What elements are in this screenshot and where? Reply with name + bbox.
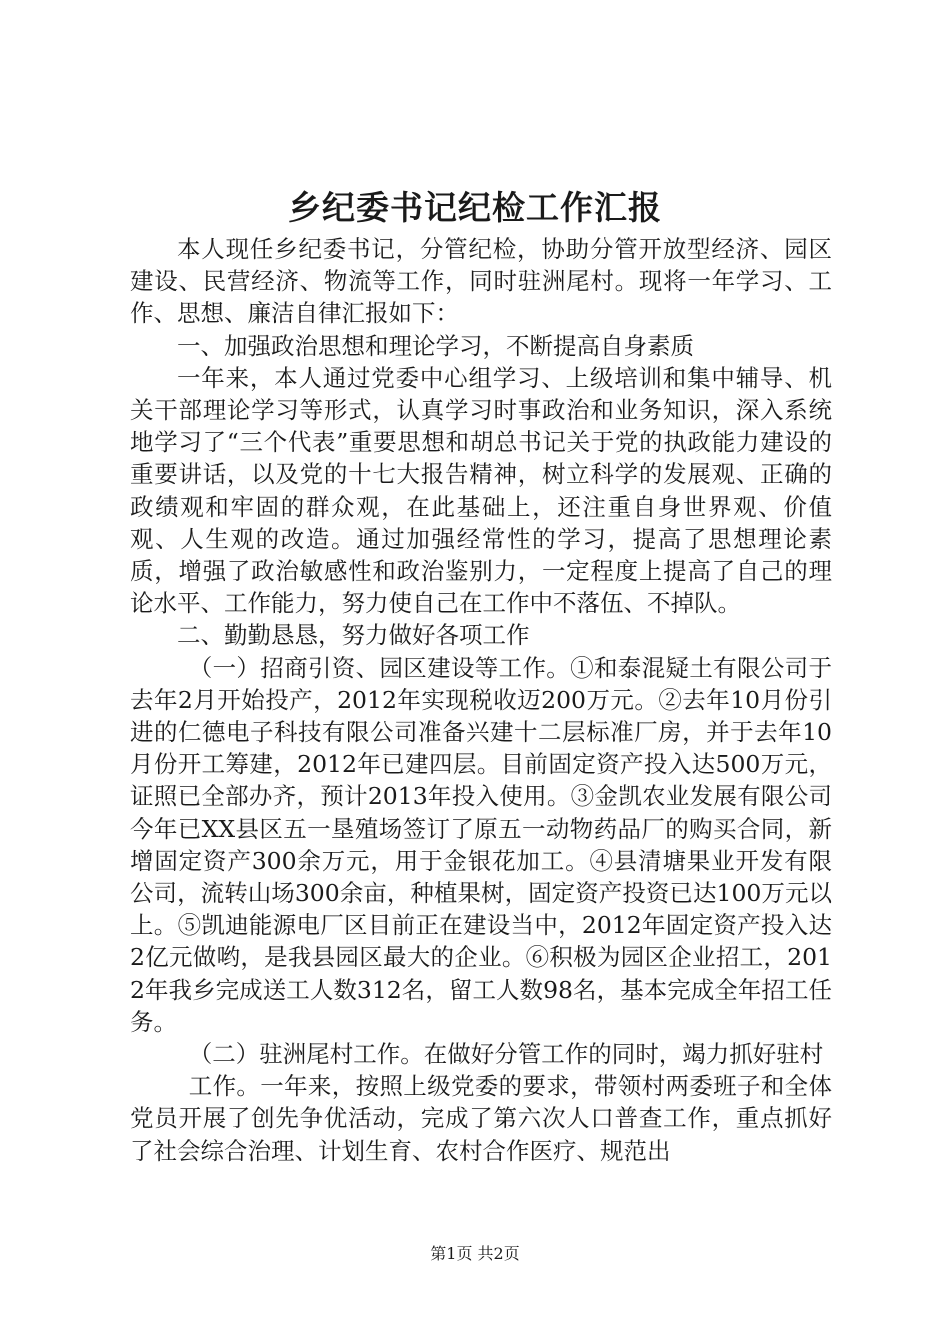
subsection-1-paragraph: （一）招商引资、园区建设等工作。①和泰混疑土有限公司于去年2月开始投产，2012年实现税收迈200万元。②去年10月份引进的仁德电子科技有限公司准备兴建十二层标准厂房，并于去年10月份开工筹建，2012年已建四层。目前固定资产投入达500万元，证照已全部办齐，预计2013年投入使用。③金凯农业发展有限公司今年已XX县区五一垦殖场签订了原五一动物药品厂的购买合同，新增固定资产300余万元，用于金银花加工。④县清塘果业开发有限公司，流转山场300余亩，种植果树，固定资产投资已达100万元以上。⑤凯迪能源电厂区目前正在建设当中，2012年固定资产投入达2亿元做哟，是我县园区最大的企业。⑥积极为园区企业招工，2012年我乡完成送工人数312名，留工人数98名，基本完成全年招工任务。 (130, 653, 832, 1036)
document-body (130, 233, 832, 1167)
subsection-2-continuation: 工作。一年来，按照上级党委的要求，带领村两委班子和全体党员开展了创先争优活动，完成了第六次人口普查工作，重点抓好了社会综合治理、计划生育、农村合作医疗、规范出 (130, 1072, 832, 1165)
page-number: 第1页 共2页 (430, 1244, 520, 1263)
section-1-paragraph: 一年来，本人通过党委中心组学习、上级培训和集中辅导、机关干部理论学习等形式，认真学习时事政治和业务知识，深入系统地学习了“三个代表”重要思想和胡总书记关于党的执政能力建设的重要讲话，以及党的十七大报告精神，树立科学的发展观、正确的政绩观和牢固的群众观，在此基础上，还注重自身世界观、价值观、人生观的改造。通过加强经常性的学习，提高了思想理论素质，增强了政治敏感性和政治鉴别力，一定程度上提高了自己的理论水平、工作能力，努力使自己在工作中不落伍、不掉队。 (130, 363, 832, 618)
section-heading-2: 二、勤勤恳恳，努力做好各项工作 (177, 621, 530, 650)
subsection-2-paragraph: （二）驻洲尾村工作。在做好分管工作的同时，竭力抓好驻村 (188, 1040, 824, 1069)
section-heading-1: 一、加强政治思想和理论学习，不断提高自身素质 (177, 331, 694, 360)
intro-paragraph: 本人现任乡纪委书记，分管纪检，协助分管开放型经济、园区建设、民营经济、物流等工作，同时驻洲尾村。现将一年学习、工作、思想、廉洁自律汇报如下： (130, 235, 832, 328)
document-title: 乡纪委书记纪检工作汇报 (288, 188, 662, 227)
